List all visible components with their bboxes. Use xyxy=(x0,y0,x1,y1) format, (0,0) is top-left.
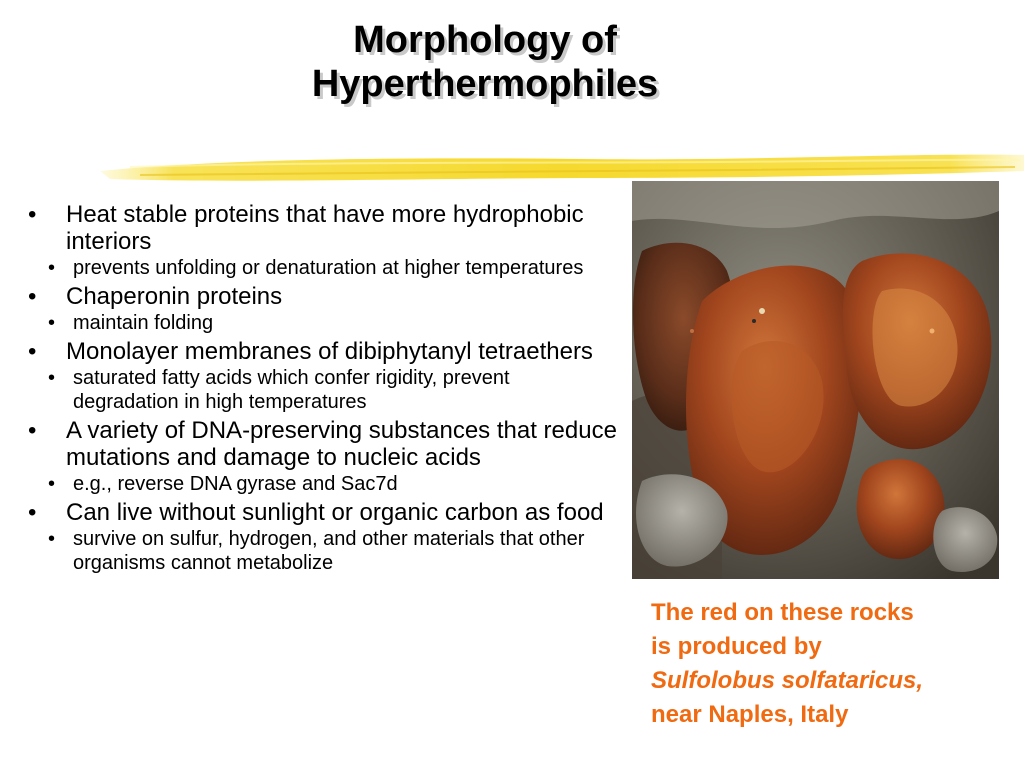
caption-line-3: Sulfolobus solfataricus, xyxy=(651,667,924,694)
sub-bullet-marker: • xyxy=(48,367,56,389)
bullet-item xyxy=(28,338,618,414)
bullet-marker: • xyxy=(28,499,37,526)
sub-bullet-marker: • xyxy=(48,528,56,550)
bullet-item xyxy=(28,201,618,280)
bullet-marker: • xyxy=(28,338,37,365)
bullet-item xyxy=(28,417,618,496)
sub-bullet-list xyxy=(48,366,618,414)
title-line-2: Hyperthermophiles xyxy=(311,63,659,105)
sub-bullet-item xyxy=(28,366,618,414)
bullet-text: Chaperonin proteins xyxy=(66,283,283,310)
sub-bullet-list xyxy=(48,527,618,575)
sub-bullet-list xyxy=(48,311,618,335)
bullet-marker: • xyxy=(28,283,37,310)
caption-line-4: near Naples, Italy xyxy=(651,701,849,728)
title-line-1: Morphology of xyxy=(353,19,617,61)
bullet-item xyxy=(28,283,618,335)
bullet-list xyxy=(28,201,618,575)
sub-bullet-marker: • xyxy=(48,257,56,279)
rocks-illustration xyxy=(632,181,999,579)
sub-bullet-item xyxy=(28,527,618,575)
sub-bullet-item xyxy=(28,256,618,280)
bullet-item xyxy=(28,499,618,575)
sub-bullet-marker: • xyxy=(48,312,56,334)
photo-caption xyxy=(651,596,1011,732)
caption-line-1: The red on these rocks xyxy=(651,599,914,626)
sub-bullet-item xyxy=(28,472,618,496)
bullet-marker: • xyxy=(28,417,37,444)
sub-bullet-text: e.g., reverse DNA gyrase and Sac7d xyxy=(73,473,398,495)
bullet-text: Monolayer membranes of dibiphytanyl tetraethers xyxy=(66,338,593,365)
rocks-photo xyxy=(632,181,999,579)
sub-bullet-list xyxy=(48,256,618,280)
bullet-text: Can live without sunlight or organic carbon as food xyxy=(66,499,604,526)
bullet-text: Heat stable proteins that have more hydrophobic interiors xyxy=(66,201,584,255)
bullet-marker: • xyxy=(28,201,37,228)
slide-title xyxy=(150,18,820,106)
sub-bullet-text: maintain folding xyxy=(73,312,214,334)
bullet-text: A variety of DNA-preserving substances that reduce mutations and damage to nucleic acids xyxy=(66,417,617,471)
sub-bullet-list xyxy=(48,472,618,496)
sub-bullet-text: prevents unfolding or denaturation at higher temperatures xyxy=(73,257,584,279)
caption-line-2: is produced by xyxy=(651,633,822,660)
sub-bullet-marker: • xyxy=(48,473,56,495)
sub-bullet-item xyxy=(28,311,618,335)
bullet-content xyxy=(28,198,618,575)
sub-bullet-text: saturated fatty acids which confer rigidity, prevent degradation in high temperatures xyxy=(73,367,510,413)
sub-bullet-text: survive on sulfur, hydrogen, and other materials that other organisms cannot metabolize xyxy=(73,528,585,574)
